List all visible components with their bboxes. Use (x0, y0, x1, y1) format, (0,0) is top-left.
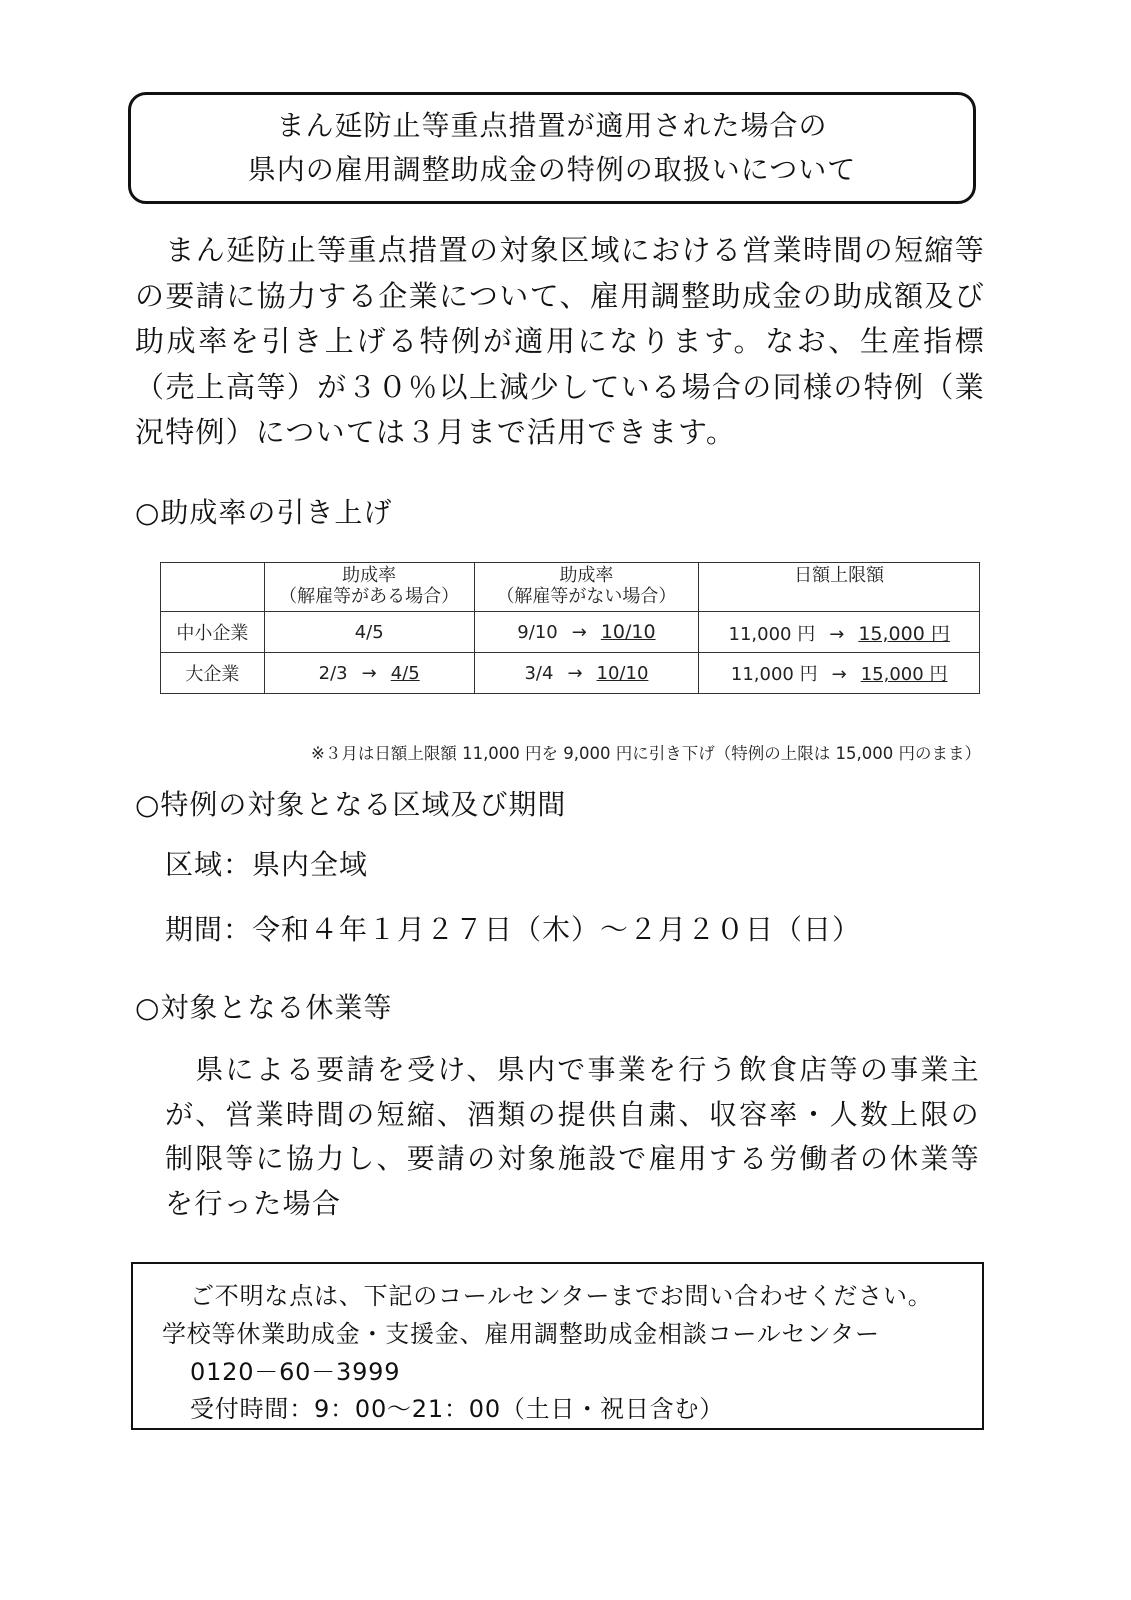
contact-box (131, 1262, 984, 1430)
table-row (161, 612, 980, 653)
row-label-sme: 中小企業 (161, 612, 265, 653)
rate-section-heading: ○助成率の引き上げ (135, 496, 393, 529)
large-rate-no-dismissal (474, 653, 699, 694)
call-center-name: 学校等休業助成金・支援金、雇用調整助成金相談コールセンター (162, 1320, 880, 1348)
header-daily-cap-label: 日額上限額 (794, 565, 885, 586)
period-text: 期間：令和４年１月２７日（木）～２月２０日（日） (165, 913, 862, 946)
value-from: 9/10 (517, 622, 558, 643)
value-from: 11,000 円 (730, 664, 818, 685)
header-daily-cap (699, 563, 980, 612)
sme-rate-no-dismissal (474, 612, 699, 653)
rate-table (160, 562, 980, 694)
title-box (128, 92, 976, 204)
rate-note: ※３月は日額上限額 11,000 円を 9,000 円に引き下げ（特例の上限は 15,000 円のまま） (311, 744, 981, 763)
header-rate-no-dismissal-label: 助成率 (559, 565, 614, 586)
value-to: 10/10 (596, 662, 649, 684)
table-row (161, 653, 980, 694)
arrow-right-icon: → (571, 622, 587, 643)
header-rate-no-dismissal (474, 563, 699, 612)
row-label-large: 大企業 (161, 653, 265, 694)
area-text: 区域：県内全域 (165, 848, 369, 881)
arrow-right-icon: → (829, 623, 845, 645)
header-rate-no-dismissal-sub: （解雇等がない場合） (496, 586, 677, 607)
value-from: 2/3 (318, 662, 348, 684)
header-rate-dismissal-sub: （解雇等がある場合） (279, 586, 460, 607)
arrow-right-icon: → (831, 664, 847, 685)
contact-intro: ご不明な点は、下記のコールセンターまでお問い合わせください。 (190, 1282, 933, 1310)
header-rate-dismissal-label: 助成率 (342, 565, 397, 586)
value-to: 15,000 円 (858, 622, 950, 645)
table-header-row (161, 563, 980, 612)
title-line-1: まん延防止等重点措置が適用された場合の (276, 109, 828, 142)
value-to: 15,000 円 (860, 664, 948, 685)
header-rate-dismissal (264, 563, 474, 612)
large-rate-dismissal (264, 653, 474, 694)
arrow-right-icon: → (567, 662, 583, 684)
value-from: 3/4 (524, 662, 554, 684)
arrow-right-icon: → (361, 662, 377, 684)
value-from: 11,000 円 (728, 623, 816, 645)
leave-section-body: 県による要請を受け、県内で事業を行う飲食店等の事業主が、営業時間の短縮、酒類の提供自粛、収容率・人数上限の制限等に協力し、要請の対象施設で雇用する労働者の休業等を行った場合 (165, 1053, 980, 1220)
sme-daily-cap (699, 612, 980, 653)
value-to: 10/10 (600, 621, 656, 643)
intro-paragraph: まん延防止等重点措置の対象区域における営業時間の短縮等の要請に協力する企業について、雇用調整助成金の助成額及び助成率を引き上げる特例が適用になります。なお、生産指標（売上高等）が３０％以上減少している場合の同様の特例（業況特例）については３月まで活用できます。 (135, 233, 985, 449)
leave-section-heading: ○対象となる休業等 (135, 991, 393, 1024)
area-section-heading: ○特例の対象となる区域及び期間 (135, 788, 567, 821)
title-line-2: 県内の雇用調整助成金の特例の取扱いについて (247, 153, 857, 186)
header-empty-cell (161, 563, 265, 612)
phone-number: 0120－60－3999 (190, 1358, 401, 1386)
reception-hours: 受付時間：9：00～21：00（土日・祝日含む） (190, 1395, 725, 1423)
value-to: 4/5 (390, 662, 420, 684)
large-daily-cap (699, 653, 980, 694)
sme-rate-dismissal: 4/5 (264, 612, 474, 653)
